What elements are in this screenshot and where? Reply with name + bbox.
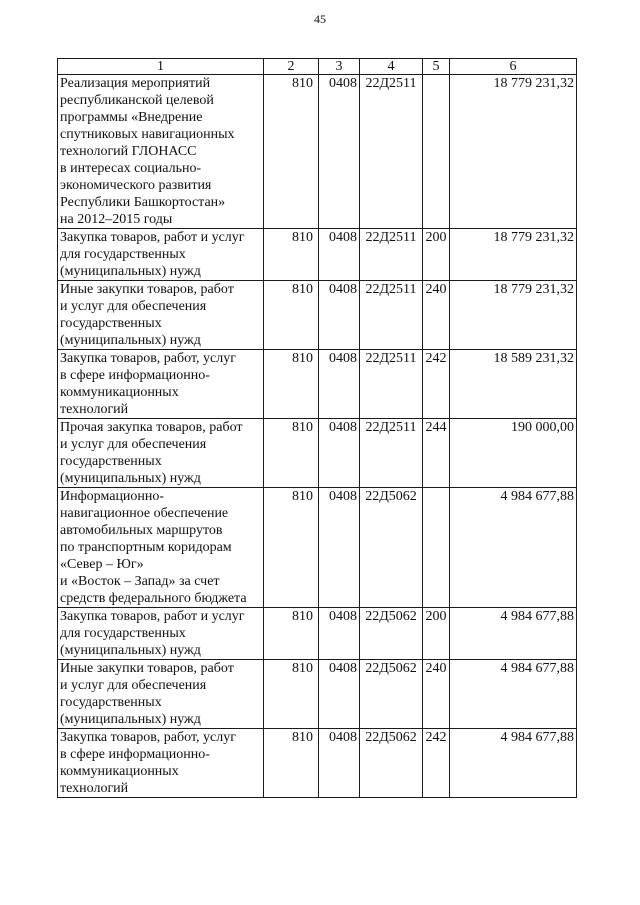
table-row [58,419,577,488]
expense-type-cell: 244 [423,419,450,488]
header-col-2: 2 [264,59,319,75]
row-description [58,488,264,608]
amount-cell: 18 779 231,32 [450,281,577,350]
description-line: «Север – Юг» [60,557,144,572]
header-col-5: 5 [423,59,450,75]
expense-type-cell: 242 [423,729,450,798]
table-row [58,350,577,419]
description-line: Иные закупки товаров, работ [60,282,234,297]
description-line: Закупка товаров, работ, услуг [60,351,236,366]
expense-type-cell [423,75,450,229]
description-line: Республики Башкортостан» [60,195,226,210]
description-line: в интересах социально- [60,161,202,176]
budget-code-cell: 810 [264,75,319,229]
description-line: (муниципальных) нужд [60,643,201,658]
description-line: и услуг для обеспечения [60,437,207,452]
description-line: Иные закупки товаров, работ [60,661,234,676]
budget-code-cell: 810 [264,660,319,729]
row-description [58,350,264,419]
expense-type-cell: 240 [423,660,450,729]
amount-cell: 4 984 677,88 [450,488,577,608]
description-line: (муниципальных) нужд [60,333,201,348]
description-line: (муниципальных) нужд [60,471,201,486]
description-line: Информационно- [60,489,165,504]
section-code-cell: 0408 [319,488,360,608]
target-article-cell: 22Д5062 [360,608,423,660]
description-line: технологий [60,781,129,796]
table-row [58,660,577,729]
description-line: в сфере информационно- [60,368,210,383]
table-row [58,281,577,350]
description-line: и «Восток – Запад» за счет [60,574,220,589]
description-line: государственных [60,316,162,331]
description-line: средств федерального бюджета [60,591,247,606]
description-line: по транспортным коридорам [60,540,232,555]
table-row [58,608,577,660]
description-line: и услуг для обеспечения [60,678,207,693]
row-description [58,419,264,488]
section-code-cell: 0408 [319,350,360,419]
description-line: Закупка товаров, работ и услуг [60,230,245,245]
budget-code-cell: 810 [264,350,319,419]
page-number: 45 [314,12,326,26]
section-code-cell: 0408 [319,729,360,798]
description-line: для государственных [60,247,186,262]
description-line: технологий ГЛОНАСС [60,144,197,159]
description-line: и услуг для обеспечения [60,299,207,314]
target-article-cell: 22Д5062 [360,660,423,729]
header-col-3: 3 [319,59,360,75]
target-article-cell: 22Д2511 [360,281,423,350]
expense-type-cell: 200 [423,229,450,281]
table-row [58,729,577,798]
table-header-row [58,59,577,75]
target-article-cell: 22Д2511 [360,350,423,419]
amount-cell: 4 984 677,88 [450,729,577,798]
header-col-6: 6 [450,59,577,75]
description-line: коммуникационных [60,385,179,400]
budget-table [57,58,577,798]
description-line: автомобильных маршрутов [60,523,223,538]
description-line: государственных [60,454,162,469]
description-line: навигационное обеспечение [60,506,229,521]
target-article-cell: 22Д2511 [360,419,423,488]
section-code-cell: 0408 [319,419,360,488]
budget-code-cell: 810 [264,229,319,281]
row-description [58,229,264,281]
amount-cell: 18 589 231,32 [450,350,577,419]
budget-code-cell: 810 [264,608,319,660]
budget-code-cell: 810 [264,729,319,798]
description-line: Закупка товаров, работ и услуг [60,609,245,624]
table-row [58,75,577,229]
description-line: (муниципальных) нужд [60,264,201,279]
row-description [58,608,264,660]
table-row [58,488,577,608]
section-code-cell: 0408 [319,75,360,229]
section-code-cell: 0408 [319,660,360,729]
description-line: коммуникационных [60,764,179,779]
row-description [58,660,264,729]
table-body [58,75,577,798]
description-line: технологий [60,402,129,417]
expense-type-cell: 200 [423,608,450,660]
expense-type-cell [423,488,450,608]
description-line: спутниковых навигационных [60,127,235,142]
amount-cell: 18 779 231,32 [450,229,577,281]
section-code-cell: 0408 [319,281,360,350]
description-line: государственных [60,695,162,710]
amount-cell: 4 984 677,88 [450,660,577,729]
description-line: Закупка товаров, работ, услуг [60,730,236,745]
description-line: (муниципальных) нужд [60,712,201,727]
header-col-1: 1 [58,59,264,75]
row-description [58,281,264,350]
description-line: на 2012–2015 годы [60,212,173,227]
expense-type-cell: 242 [423,350,450,419]
description-line: Реализация мероприятий [60,76,211,91]
amount-cell: 190 000,00 [450,419,577,488]
expense-type-cell: 240 [423,281,450,350]
budget-code-cell: 810 [264,281,319,350]
section-code-cell: 0408 [319,608,360,660]
header-col-4: 4 [360,59,423,75]
section-code-cell: 0408 [319,229,360,281]
amount-cell: 4 984 677,88 [450,608,577,660]
amount-cell: 18 779 231,32 [450,75,577,229]
target-article-cell: 22Д2511 [360,229,423,281]
description-line: в сфере информационно- [60,747,210,762]
description-line: экономического развития [60,178,212,193]
row-description [58,75,264,229]
budget-code-cell: 810 [264,488,319,608]
description-line: республиканской целевой [60,93,214,108]
target-article-cell: 22Д5062 [360,488,423,608]
row-description [58,729,264,798]
description-line: программы «Внедрение [60,110,203,125]
target-article-cell: 22Д5062 [360,729,423,798]
table-row [58,229,577,281]
description-line: Прочая закупка товаров, работ [60,420,243,435]
budget-code-cell: 810 [264,419,319,488]
target-article-cell: 22Д2511 [360,75,423,229]
description-line: для государственных [60,626,186,641]
